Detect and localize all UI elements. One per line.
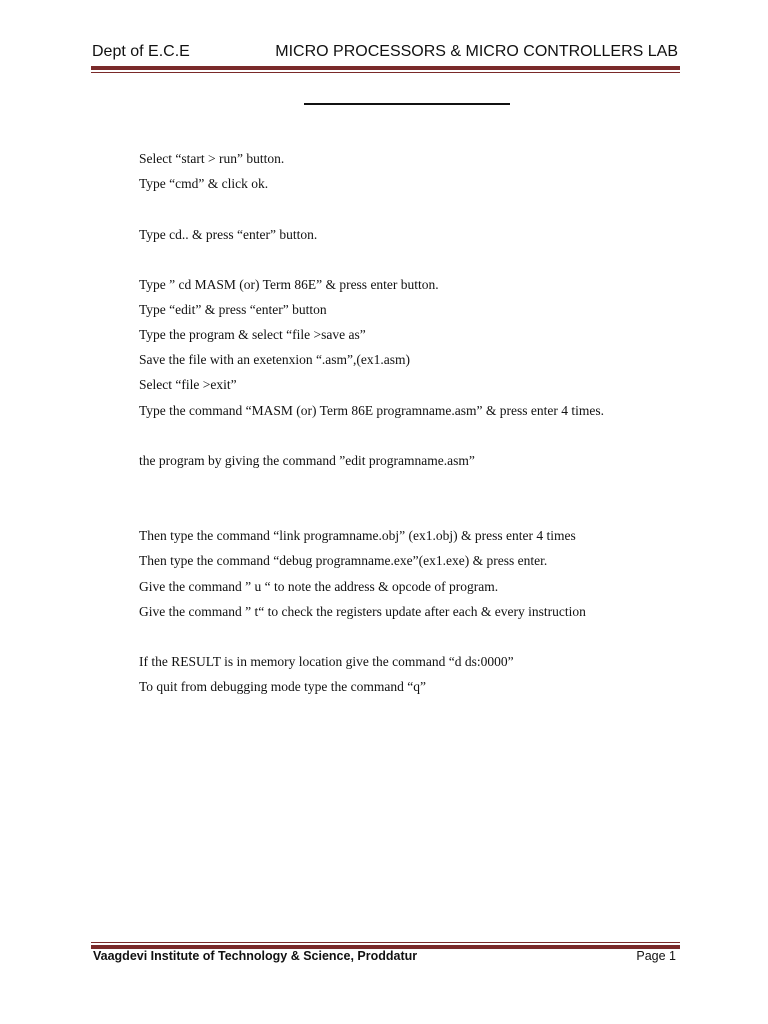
step-3: Type cd.. & press “enter” button. — [139, 227, 318, 242]
step-9: Type the command “MASM (or) Term 86E programname.asm” & press enter 4 times. — [139, 403, 604, 418]
step-2: Type “cmd” & click ok. — [139, 176, 269, 191]
step-7: Save the file with an exetenxion “.asm”,(ex1.asm) — [139, 352, 411, 367]
step-10: the program by giving the command ”edit programname.asm” — [139, 453, 475, 468]
header-rule-thick — [91, 66, 680, 70]
title-blank-underline — [304, 103, 510, 105]
footer-page-number: Page 1 — [636, 949, 676, 963]
step-6: Type the program & select “file >save as” — [139, 327, 366, 342]
header-dept: Dept of E.C.E — [92, 43, 190, 60]
step-12: Then type the command “debug programname.exe”(ex1.exe) & press enter. — [139, 553, 548, 568]
page-header — [91, 43, 678, 65]
header-lab-title: MICRO PROCESSORS & MICRO CONTROLLERS LAB — [275, 43, 678, 60]
step-15: If the RESULT is in memory location give the command “d ds:0000” — [139, 654, 514, 669]
step-8: Select “file >exit” — [139, 377, 237, 392]
footer-institute: Vaagdevi Institute of Technology & Science, Proddatur — [93, 949, 418, 963]
footer-rule-thin — [91, 942, 680, 943]
step-4: Type ” cd MASM (or) Term 86E” & press enter button. — [139, 277, 439, 292]
step-14: Give the command ” t“ to check the registers update after each & every instruction — [139, 604, 586, 619]
step-16: To quit from debugging mode type the command “q” — [139, 679, 426, 694]
step-13: Give the command ” u “ to note the address & opcode of program. — [139, 579, 499, 594]
header-rule-thin — [91, 72, 680, 73]
step-1: Select “start > run” button. — [139, 151, 285, 166]
step-5: Type “edit” & press “enter” button — [139, 302, 327, 317]
step-11: Then type the command “link programname.obj” (ex1.obj) & press enter 4 times — [139, 528, 576, 543]
